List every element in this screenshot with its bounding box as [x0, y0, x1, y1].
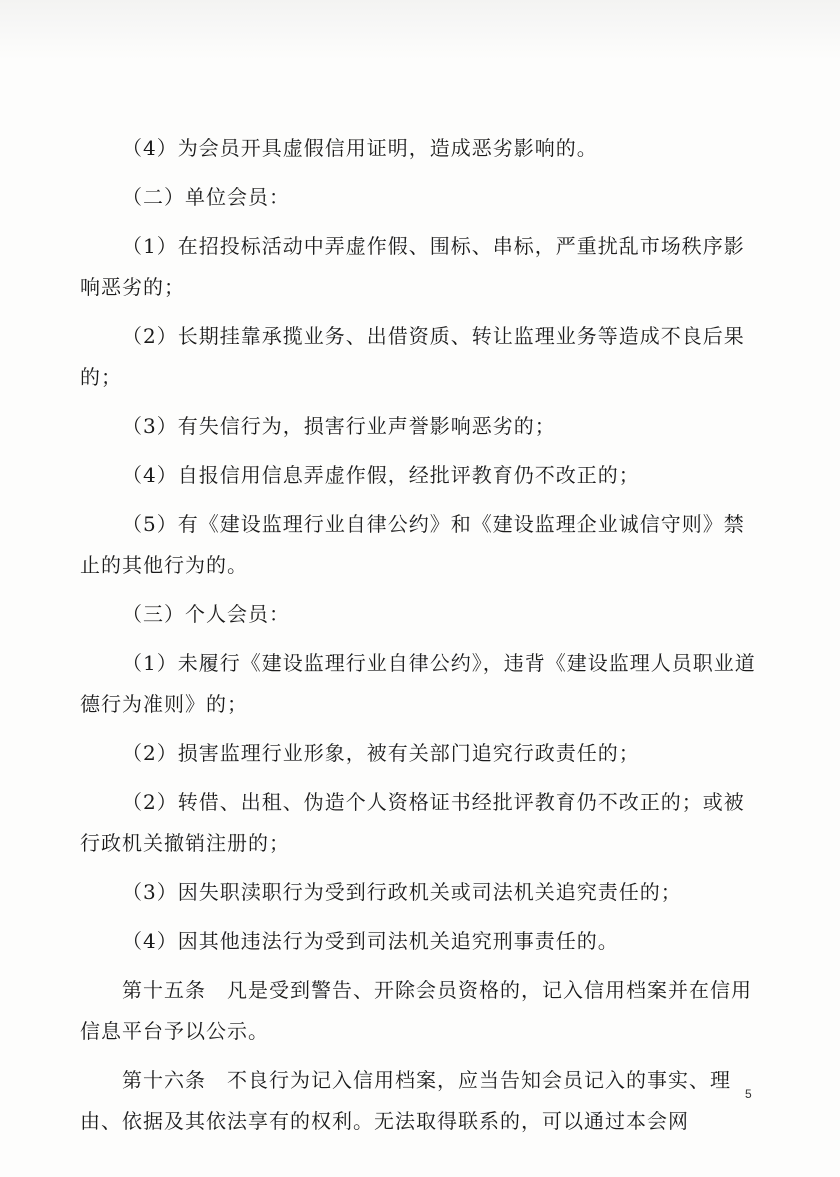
- section-heading-unit-members: （二）单位会员：: [122, 185, 290, 209]
- page-number: 5: [745, 1087, 752, 1101]
- paragraph: （2）长期挂靠承揽业务、出借资质、转让监理业务等造成不良后果的；: [80, 324, 745, 389]
- paragraph: （4）为会员开具虚假信用证明，造成恶劣影响的。: [122, 136, 598, 160]
- paragraph: （3）因失职渎职行为受到行政机关或司法机关追究责任的；: [122, 880, 682, 904]
- paragraph: （5）有《建设监理行业自律公约》和《建设监理企业诚信守则》禁止的其他行为的。: [80, 512, 745, 577]
- paragraph: （4）自报信用信息弄虚作假，经批评教育仍不改正的；: [122, 463, 640, 487]
- paragraph: （1）在招投标活动中弄虚作假、围标、串标，严重扰乱市场秩序影响恶劣的；: [80, 234, 745, 299]
- paragraph: （3）有失信行为，损害行业声誉影响恶劣的；: [122, 414, 556, 438]
- document-body: [80, 128, 760, 1150]
- scan-shadow: [0, 0, 840, 60]
- article-15: 第十五条 凡是受到警告、开除会员资格的，记入信用档案并在信用信息平台予以公示。: [80, 978, 752, 1043]
- paragraph: （1）未履行《建设监理行业自律公约》，违背《建设监理人员职业道德行为准则》的；: [80, 651, 756, 716]
- section-heading-individual-members: （三）个人会员：: [122, 602, 290, 626]
- paragraph: （4）因其他违法行为受到司法机关追究刑事责任的。: [122, 929, 619, 953]
- paragraph: （2）损害监理行业形象，被有关部门追究行政责任的；: [122, 741, 640, 765]
- article-16: 第十六条 不良行为记入信用档案，应当告知会员记入的事实、理由、依据及其依法享有的权利。无法取得联系的，可以通过本会网: [80, 1068, 731, 1133]
- paragraph: （2）转借、出租、伪造个人资格证书经批评教育仍不改正的；或被行政机关撤销注册的；: [80, 790, 745, 855]
